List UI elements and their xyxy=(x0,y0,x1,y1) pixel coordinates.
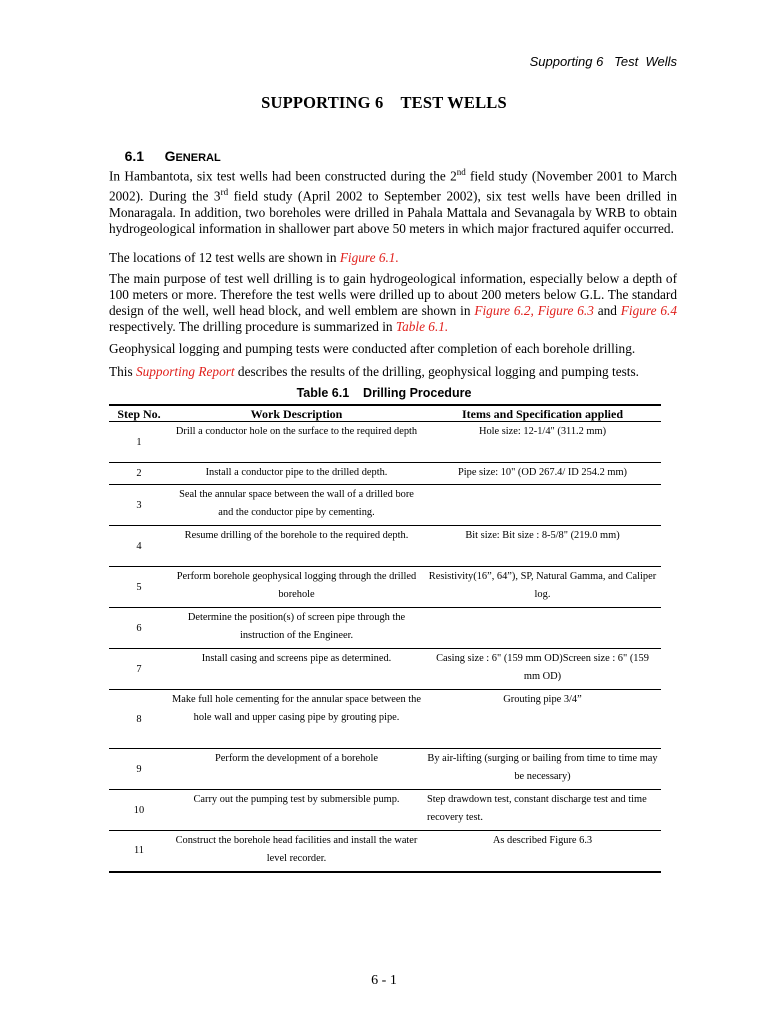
step-number: 4 xyxy=(109,526,169,567)
paragraph-text: This xyxy=(109,364,136,379)
table-row xyxy=(109,463,661,485)
paragraph-text: field study (April 2002 to September 2002), six test wells have been drilled in Monaragala. In addition, two boreholes were drilled in Pahala Mattala and Sevanagala by WRB to obtain hydrogeological information in shallower part above 50 meters in which major fractured aquifer occurred. xyxy=(109,188,677,236)
work-description: Make full hole cementing for the annular space between the hole wall and upper casing pipe by grouting pipe. xyxy=(169,690,424,749)
punctuation: . xyxy=(444,319,449,334)
figure-reference-link[interactable]: Figure 6.2 xyxy=(474,303,531,318)
report-reference-link[interactable]: Supporting Report xyxy=(135,364,235,379)
step-number: 8 xyxy=(109,690,169,749)
paragraph-locations xyxy=(109,250,677,266)
table-row xyxy=(109,485,661,526)
table-row xyxy=(109,690,661,749)
punctuation: , xyxy=(530,303,538,318)
work-description: Install casing and screens pipe as determined. xyxy=(169,649,424,690)
work-description: Carry out the pumping test by submersible pump. xyxy=(169,790,424,831)
work-description: Construct the borehole head facilities and install the water level recorder. xyxy=(169,831,424,872)
table-reference-link[interactable]: Table 6.1 xyxy=(395,319,445,334)
paragraph-report xyxy=(109,364,677,380)
paragraph-purpose xyxy=(109,271,677,335)
table-row xyxy=(109,790,661,831)
paragraph-text: describes the results of the drilling, geophysical logging and pumping tests. xyxy=(234,364,639,379)
work-description: Determine the position(s) of screen pipe through the instruction of the Engineer. xyxy=(169,608,424,649)
running-header: Supporting 6 Test Wells xyxy=(529,54,677,69)
punctuation: . xyxy=(395,250,399,265)
table-row xyxy=(109,608,661,649)
paragraph-text: The main purpose of test well drilling is to gain hydrogeological information, especially below a depth of 100 meters or more. Therefore the test wells were drilled up to about 200 meters below G.L. The standard design of the well, well head block, and well emblem are shown in xyxy=(109,271,677,318)
work-description: Perform borehole geophysical logging through the drilled borehole xyxy=(169,567,424,608)
table-header-row xyxy=(109,405,661,422)
paragraph-intro xyxy=(109,164,677,237)
work-description: Install a conductor pipe to the drilled depth. xyxy=(169,463,424,485)
step-number: 5 xyxy=(109,567,169,608)
work-description: Resume drilling of the borehole to the required depth. xyxy=(169,526,424,567)
figure-reference-link[interactable]: Figure 6.4 xyxy=(620,303,677,318)
specification: Grouting pipe 3/4” xyxy=(424,690,661,749)
paragraph-text: The locations of 12 test wells are shown in xyxy=(109,250,340,265)
section-title-rest: ENERAL xyxy=(175,152,221,164)
specification xyxy=(424,485,661,526)
table-row xyxy=(109,567,661,608)
specification: Step drawdown test, constant discharge test and time recovery test. xyxy=(424,790,661,831)
step-number: 11 xyxy=(109,831,169,872)
step-number: 6 xyxy=(109,608,169,649)
step-number: 7 xyxy=(109,649,169,690)
table-row xyxy=(109,749,661,790)
step-number: 3 xyxy=(109,485,169,526)
page-number: 6 - 1 xyxy=(371,973,397,988)
step-number: 10 xyxy=(109,790,169,831)
figure-reference-link[interactable]: Figure 6.1 xyxy=(339,250,396,265)
paragraph-text: and xyxy=(593,303,621,318)
figure-reference-link[interactable]: Figure 6.3 xyxy=(537,303,594,318)
specification: Pipe size: 10" (OD 267.4/ ID 254.2 mm) xyxy=(424,463,661,485)
specification: By air-lifting (surging or bailing from time to time may be necessary) xyxy=(424,749,661,790)
step-number: 9 xyxy=(109,749,169,790)
section-title-initial: G xyxy=(164,148,176,164)
specification: Hole size: 12-1/4" (311.2 mm) xyxy=(424,422,661,463)
table-row xyxy=(109,831,661,872)
paragraph-tests: Geophysical logging and pumping tests were conducted after completion of each borehole drilling. xyxy=(109,341,636,356)
column-header-step: Step No. xyxy=(109,405,169,422)
specification: Bit size: Bit size : 8-5/8" (219.0 mm) xyxy=(424,526,661,567)
column-header-spec: Items and Specification applied xyxy=(424,405,661,422)
specification xyxy=(424,608,661,649)
work-description: Perform the development of a borehole xyxy=(169,749,424,790)
column-header-work: Work Description xyxy=(169,405,424,422)
table-row xyxy=(109,422,661,463)
specification: Resistivity(16”, 64”), SP, Natural Gamma, and Caliper log. xyxy=(424,567,661,608)
paragraph-text: field study (November 2001 to March 2002). During the 3 xyxy=(109,168,677,204)
section-number: 6.1 xyxy=(124,148,145,164)
drilling-procedure-table xyxy=(109,404,661,873)
step-number: 2 xyxy=(109,463,169,485)
paragraph-text: respectively. The drilling procedure is summarized in xyxy=(109,319,396,334)
work-description: Seal the annular space between the wall of a drilled bore and the conductor pipe by cementing. xyxy=(169,485,424,526)
superscript: nd xyxy=(456,167,466,177)
specification: As described Figure 6.3 xyxy=(424,831,661,872)
table-caption: Table 6.1 Drilling Procedure xyxy=(296,386,472,400)
superscript: rd xyxy=(220,187,229,198)
table-row xyxy=(109,649,661,690)
table-row xyxy=(109,526,661,567)
step-number: 1 xyxy=(109,422,169,463)
paragraph-text: In Hambantota, six test wells had been constructed during the 2 xyxy=(109,168,457,184)
specification: Casing size : 6" (159 mm OD)Screen size : 6" (159 mm OD) xyxy=(424,649,661,690)
work-description: Drill a conductor hole on the surface to the required depth xyxy=(169,422,424,463)
document-title: SUPPORTING 6 TEST WELLS xyxy=(261,93,507,112)
